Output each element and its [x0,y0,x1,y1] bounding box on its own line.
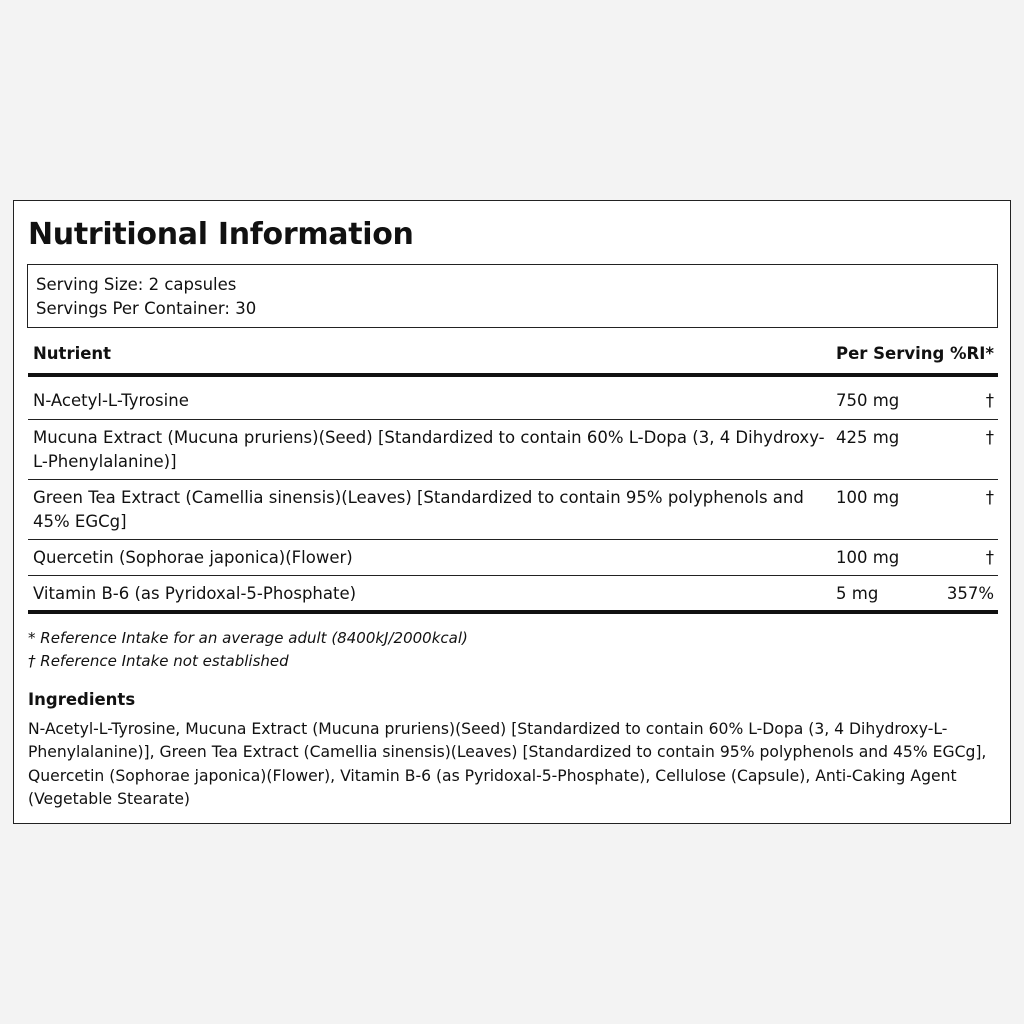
table-row [28,540,998,576]
table-header [28,339,998,377]
table-row [28,377,998,420]
ingredients-text: N-Acetyl-L-Tyrosine, Mucuna Extract (Mucuna pruriens)(Seed) [Standardized to contain 60% L-Dopa (3, 4 Dihydroxy-L-Phenylalanine)], Green Tea Extract (Camellia sinensis)(Leaves) [Standardized to contain 95% polyphenols and 45% EGCg], Quercetin (Sophorae japonica)(Flower), Vitamin B-6 (as Pyridoxal-5-Phosphate), Cellulose (Capsule), Anti-Caking Agent (Vegetable Stearate) [28,720,987,808]
panel-title: Nutritional Information [28,217,414,252]
nutrient-name: N-Acetyl-L-Tyrosine [33,391,189,410]
nutrient-ri: † [985,488,994,507]
nutrient-ri: † [985,391,994,410]
nutrient-table [28,339,998,614]
serving-info-box [27,264,998,328]
nutrition-panel [13,200,1011,824]
footnotes [28,627,468,673]
header-ri: %RI* [949,344,994,363]
table-row [28,480,998,540]
servings-per-container: Servings Per Container: 30 [36,299,257,318]
table-row [28,576,998,614]
nutrient-ri: † [985,428,994,447]
nutrient-amount: 100 mg [836,548,900,567]
nutrient-name: Green Tea Extract (Camellia sinensis)(Leaves) [Standardized to contain 95% polyphenols and 45% EGCg] [33,488,804,531]
ri-footnote: * Reference Intake for an average adult (8400kJ/2000kcal) [28,629,468,647]
nutrient-name: Quercetin (Sophorae japonica)(Flower) [33,548,353,567]
header-nutrient: Nutrient [33,344,112,363]
nutrient-amount: 100 mg [836,488,900,507]
dagger-footnote: † Reference Intake not established [28,652,289,670]
table-row [28,420,998,480]
nutrient-ri: 357% [946,584,994,603]
nutrient-amount: 750 mg [836,391,900,410]
nutrient-amount: 425 mg [836,428,900,447]
ingredients-heading: Ingredients [28,690,136,709]
nutrient-ri: † [985,548,994,567]
nutrient-amount: 5 mg [836,584,879,603]
nutrient-name: Mucuna Extract (Mucuna pruriens)(Seed) [Standardized to contain 60% L-Dopa (3, 4 Dihydroxy-L-Phenylalanine)] [33,428,825,471]
header-per-serving: Per Serving [836,344,945,363]
serving-size: Serving Size: 2 capsules [36,275,237,294]
nutrient-name: Vitamin B-6 (as Pyridoxal-5-Phosphate) [33,584,357,603]
